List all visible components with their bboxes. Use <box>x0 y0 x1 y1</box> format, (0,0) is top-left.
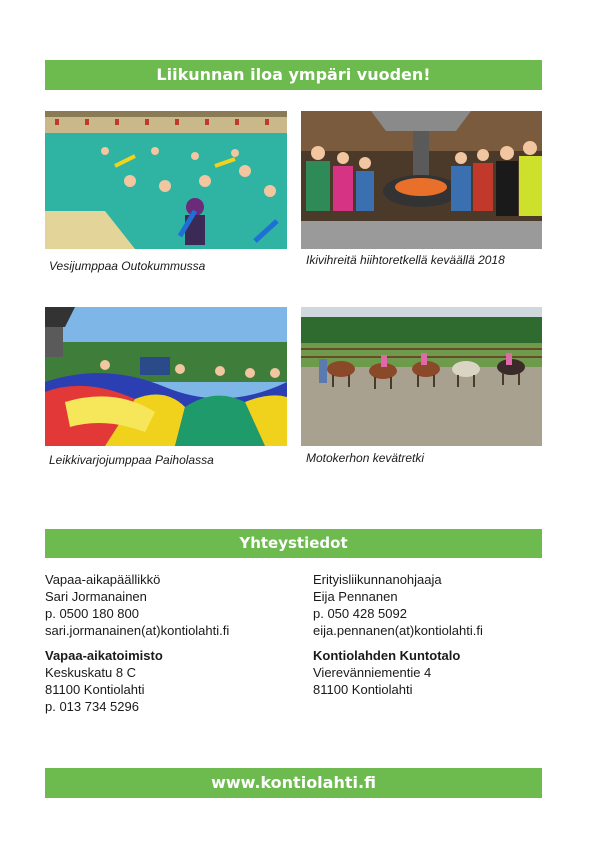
contact-block-right <box>313 571 483 698</box>
header-banner <box>45 60 542 90</box>
contact-name: Eija Pennanen <box>313 589 398 604</box>
website-banner <box>45 768 542 798</box>
website-link[interactable]: www.kontiolahti.fi <box>211 773 376 792</box>
contact-name: Sari Jormanainen <box>45 589 147 604</box>
photo-caption: Ikivihreitä hiihtoretkellä keväällä 2018 <box>306 253 505 267</box>
contact-role: Erityisliikunnanohjaaja <box>313 572 442 587</box>
photo-horse-trip <box>301 307 542 446</box>
office-city: 81100 Kontiolahti <box>313 682 413 697</box>
contact-block-left <box>45 571 229 715</box>
office-name: Kontiolahden Kuntotalo <box>313 648 461 663</box>
contact-phone: p. 0500 180 800 <box>45 606 139 621</box>
contact-email: eija.pennanen(at)kontiolahti.fi <box>313 623 483 638</box>
contact-role: Vapaa-aikapäällikkö <box>45 572 161 587</box>
office-name: Vapaa-aikatoimisto <box>45 648 163 663</box>
contact-phone: p. 050 428 5092 <box>313 606 407 621</box>
office-city: 81100 Kontiolahti <box>45 682 145 697</box>
office-street: Keskuskatu 8 C <box>45 665 137 680</box>
contact-email: sari.jormanainen(at)kontiolahti.fi <box>45 623 230 638</box>
photo-water-gymnastics <box>45 111 287 249</box>
contact-banner <box>45 529 542 558</box>
photo-ski-trip <box>301 111 542 249</box>
office-phone: p. 013 734 5296 <box>45 699 139 714</box>
contact-title: Yhteystiedot <box>239 534 348 552</box>
office-street: Vierevänniementie 4 <box>313 665 432 680</box>
photo-caption: Vesijumppaa Outokummussa <box>49 259 206 273</box>
photo-caption: Leikkivarjojumppaa Paiholassa <box>49 453 214 467</box>
photo-play-parachute <box>45 307 287 446</box>
photo-caption: Motokerhon kevätretki <box>306 451 425 465</box>
header-title: Liikunnan iloa ympäri vuoden! <box>156 65 431 84</box>
